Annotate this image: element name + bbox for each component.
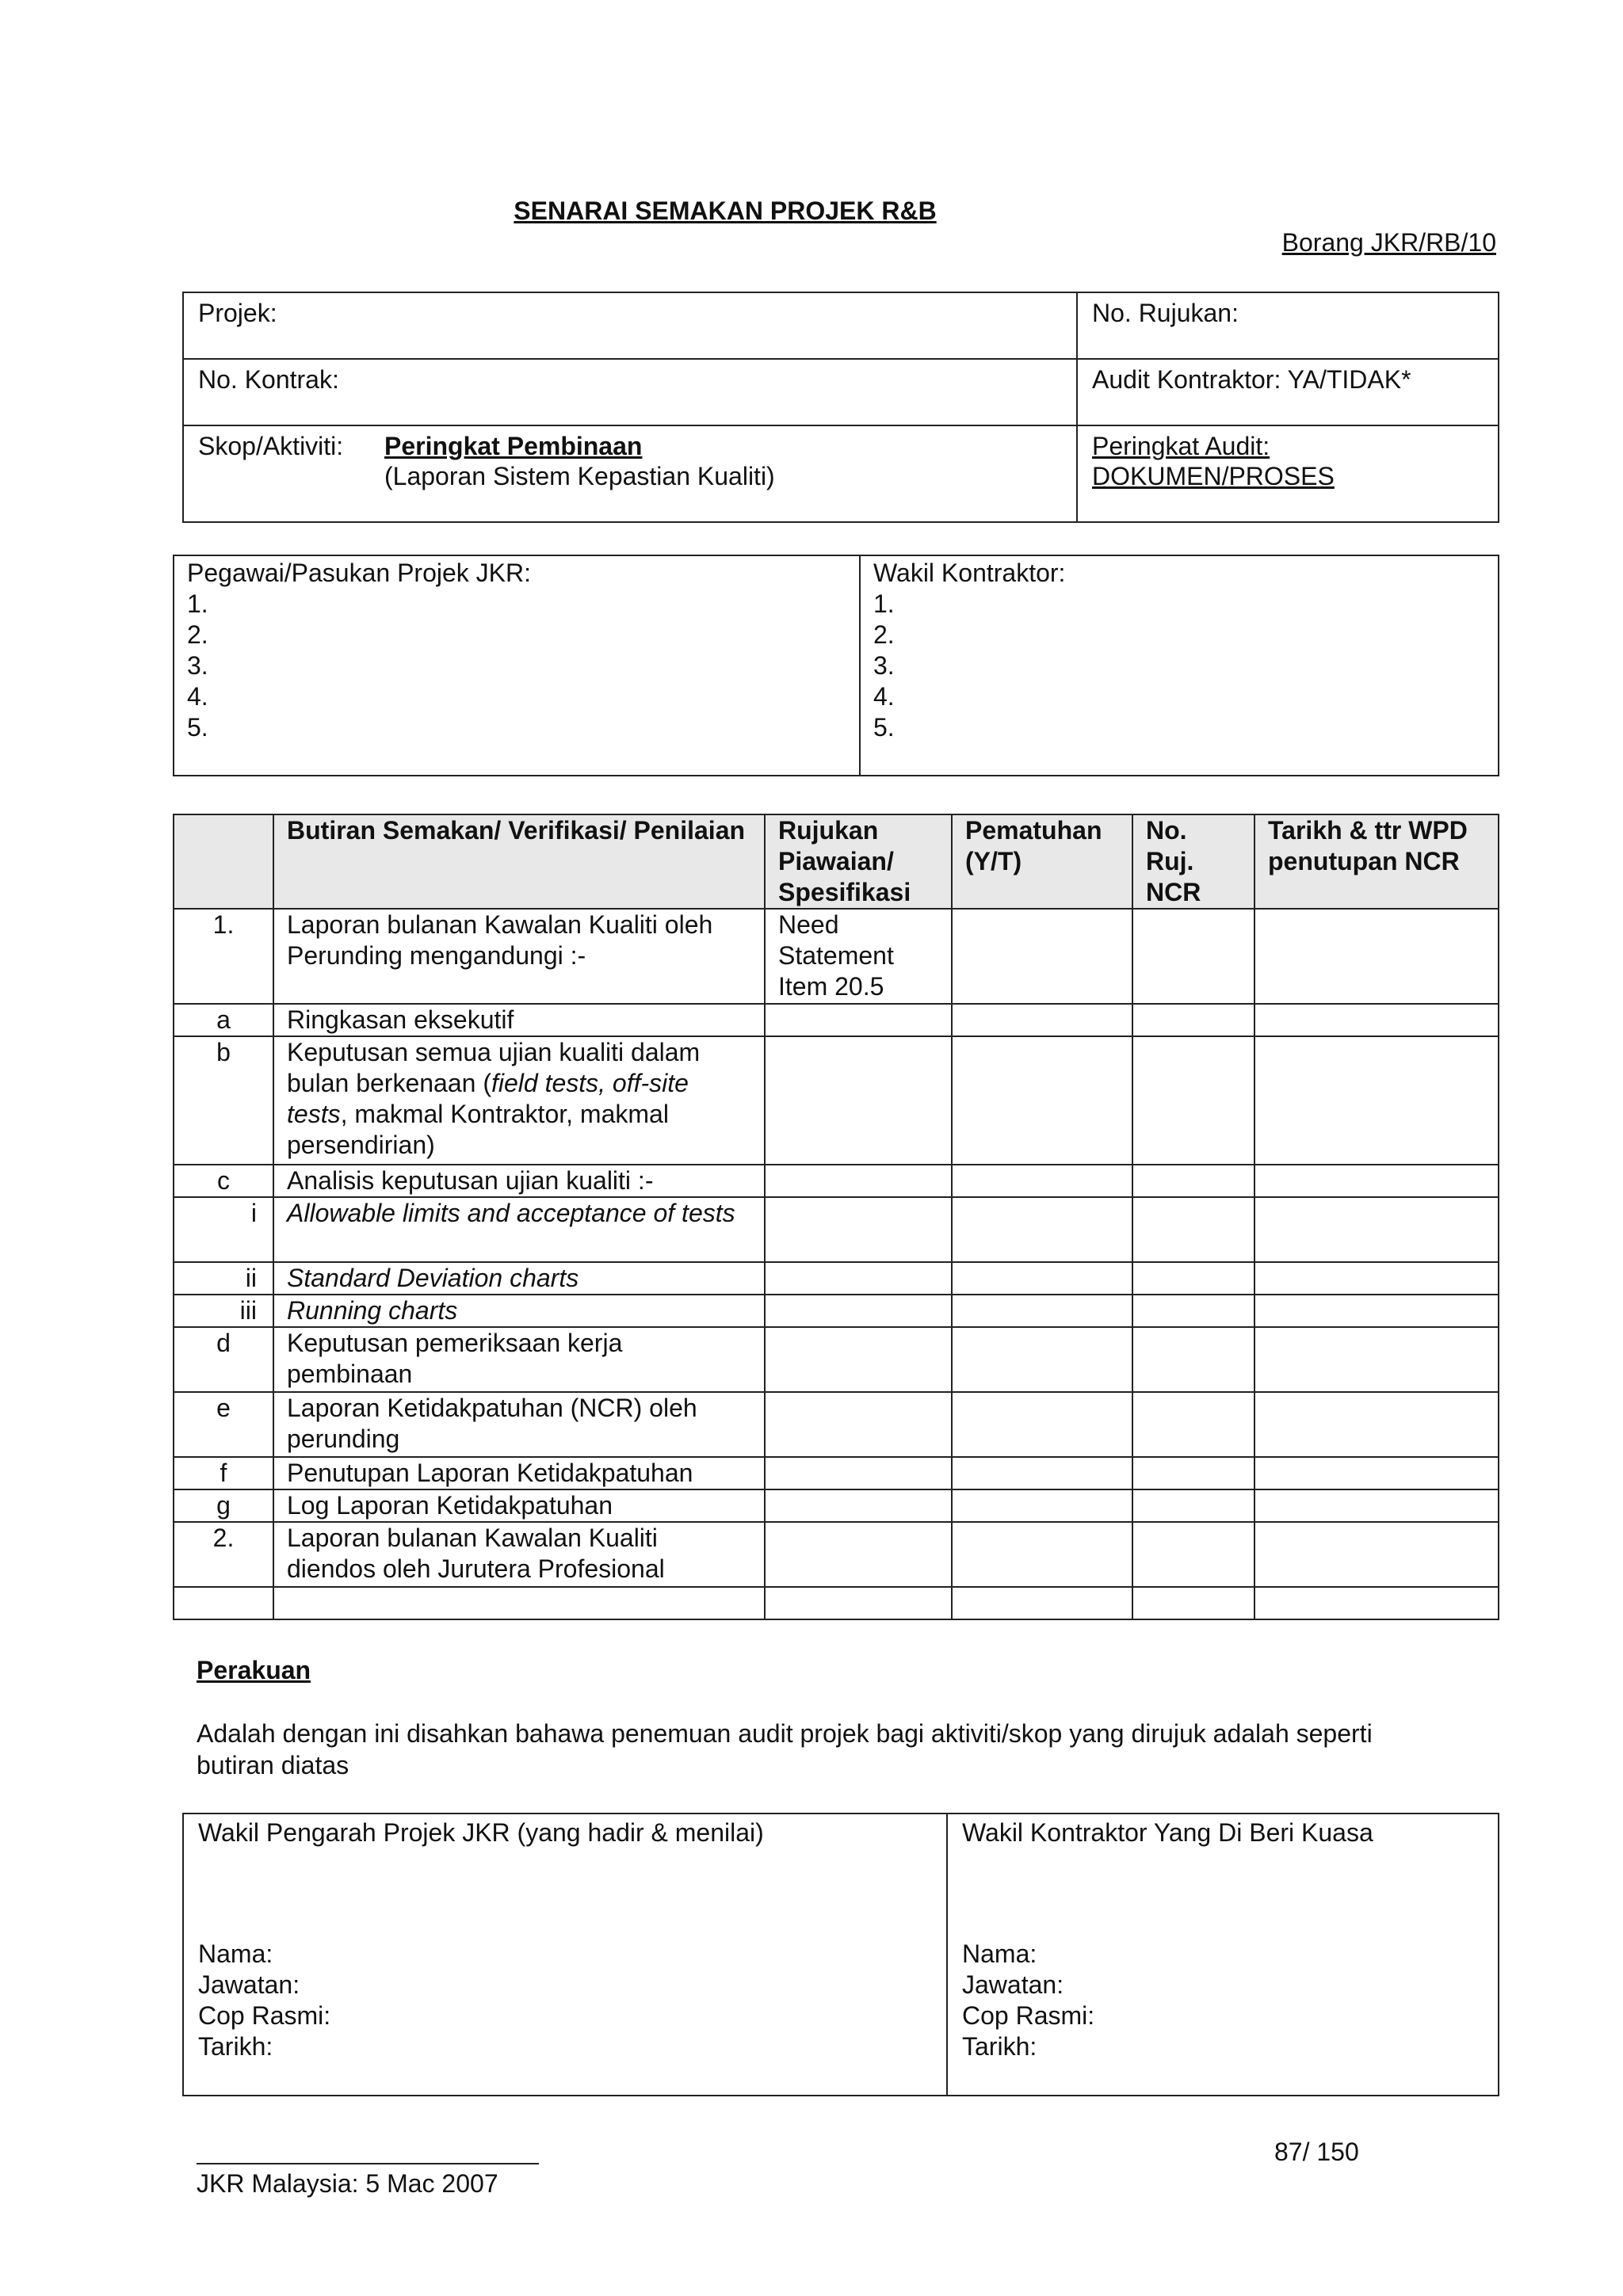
tarikh-field: Tarikh: [962, 2032, 1037, 2061]
list-item: 1. [187, 589, 208, 618]
tarikh-cell[interactable] [1254, 1489, 1499, 1522]
ncr-cell[interactable] [1132, 1489, 1254, 1522]
row-item: Analisis keputusan ujian kualiti :- [273, 1165, 765, 1197]
pematuhan-cell[interactable] [952, 1327, 1132, 1392]
pematuhan-cell[interactable] [952, 1522, 1132, 1587]
jawatan-field: Jawatan: [198, 1970, 300, 1999]
pematuhan-cell[interactable] [952, 1036, 1132, 1165]
jkr-signature-cell[interactable] [183, 1814, 947, 2096]
perakuan-title: Perakuan [197, 1656, 311, 1684]
tarikh-cell[interactable] [1254, 1457, 1499, 1489]
row-ref [765, 1004, 952, 1036]
row-ref [765, 1165, 952, 1197]
row-ref [765, 1295, 952, 1327]
table-row [174, 1457, 1499, 1489]
peringkat-audit-cell [1077, 425, 1499, 522]
row-no: g [174, 1489, 273, 1522]
header-pematuhan: Pematuhan (Y/T) [952, 814, 1132, 909]
table-row [174, 1036, 1499, 1165]
tarikh-cell[interactable] [1254, 1165, 1499, 1197]
row-ref [765, 1522, 952, 1587]
row-item[interactable] [273, 1587, 765, 1619]
ncr-cell[interactable] [1132, 1522, 1254, 1587]
skop-sub: (Laporan Sistem Kepastian Kualiti) [384, 462, 775, 490]
row-item: Penutupan Laporan Ketidakpatuhan [273, 1457, 765, 1489]
pematuhan-cell[interactable] [952, 1489, 1132, 1522]
table-row [174, 1197, 1499, 1262]
pematuhan-cell[interactable] [952, 1004, 1132, 1036]
header-no [174, 814, 273, 909]
peringkat-audit-label: Peringkat Audit: [1092, 432, 1270, 460]
skop-value: Peringkat Pembinaan [384, 432, 643, 460]
cop-rasmi-field: Cop Rasmi: [962, 2001, 1095, 2030]
list-item: 5. [873, 713, 895, 742]
ncr-cell[interactable] [1132, 1036, 1254, 1165]
pematuhan-cell[interactable] [952, 1197, 1132, 1262]
row-item: Laporan bulanan Kawalan Kualiti oleh Perunding mengandungi :- [273, 909, 765, 1004]
table-row [174, 1165, 1499, 1197]
form-code: Borang JKR/RB/10 [1281, 228, 1496, 257]
ncr-cell[interactable] [1132, 1197, 1254, 1262]
row-no: d [174, 1327, 273, 1392]
ncr-cell[interactable] [1132, 1457, 1254, 1489]
row-item: Keputusan pemeriksaan kerja pembinaan [273, 1327, 765, 1392]
pematuhan-cell[interactable] [952, 1392, 1132, 1457]
nama-field: Nama: [198, 1939, 273, 1968]
no-kontrak-field[interactable]: No. Kontrak: [183, 359, 1077, 425]
ncr-cell[interactable] [1132, 1165, 1254, 1197]
row-item: Keputusan semua ujian kualiti dalam bulan berkenaan (field tests, off-site tests, makmal Kontraktor, makmal persendirian) [273, 1036, 765, 1165]
table-row [174, 1295, 1499, 1327]
row-no: e [174, 1392, 273, 1457]
row-no: b [174, 1036, 273, 1165]
signature-table [182, 1813, 1499, 2096]
row-ref [765, 1457, 952, 1489]
checklist-table [173, 814, 1499, 1620]
form-title: SENARAI SEMAKAN PROJEK R&B [514, 196, 937, 225]
header-rujukan: Rujukan Piawaian/ Spesifikasi [765, 814, 952, 909]
row-no: f [174, 1457, 273, 1489]
skop-label: Skop/Aktiviti: [198, 432, 344, 460]
list-item: 2. [187, 620, 208, 649]
tarikh-cell[interactable] [1254, 1036, 1499, 1165]
row-item: Laporan bulanan Kawalan Kualiti diendos oleh Jurutera Profesional [273, 1522, 765, 1587]
jkr-team-title: Pegawai/Pasukan Projek JKR: [187, 559, 531, 587]
pematuhan-cell[interactable] [952, 1165, 1132, 1197]
peringkat-audit-value: DOKUMEN/PROSES [1092, 462, 1335, 490]
cop-rasmi-field: Cop Rasmi: [198, 2001, 331, 2030]
table-row [174, 1262, 1499, 1295]
row-item: Log Laporan Ketidakpatuhan [273, 1489, 765, 1522]
tarikh-cell[interactable] [1254, 1522, 1499, 1587]
list-item: 5. [187, 713, 208, 742]
tarikh-cell[interactable] [1254, 1327, 1499, 1392]
tarikh-cell[interactable] [1254, 1295, 1499, 1327]
row-ref[interactable] [765, 1587, 952, 1619]
jkr-signature-title: Wakil Pengarah Projek JKR (yang hadir & menilai) [198, 1818, 764, 1847]
tarikh-cell[interactable] [1254, 1587, 1499, 1619]
header-tarikh: Tarikh & ttr WPD penutupan NCR [1254, 814, 1499, 909]
pematuhan-cell[interactable] [952, 909, 1132, 1004]
row-no: iii [174, 1295, 273, 1327]
list-item: 1. [873, 589, 895, 618]
skop-aktiviti-cell [183, 425, 1077, 522]
row-no: i [174, 1197, 273, 1262]
jkr-team-cell[interactable] [174, 555, 860, 776]
table-row [174, 909, 1499, 1004]
row-item: Standard Deviation charts [273, 1262, 765, 1295]
kontraktor-team-title: Wakil Kontraktor: [873, 559, 1066, 587]
row-item: Running charts [273, 1295, 765, 1327]
tarikh-cell[interactable] [1254, 1392, 1499, 1457]
project-info-table [182, 292, 1499, 523]
row-ref [765, 1197, 952, 1262]
row-no: c [174, 1165, 273, 1197]
tarikh-cell[interactable] [1254, 1262, 1499, 1295]
footer-divider [197, 2163, 539, 2164]
table-row [174, 1327, 1499, 1392]
ncr-cell[interactable] [1132, 1587, 1254, 1619]
ncr-cell[interactable] [1132, 1004, 1254, 1036]
projek-field[interactable]: Projek: [183, 292, 1077, 359]
no-rujukan-field[interactable]: No. Rujukan: [1077, 292, 1499, 359]
pematuhan-cell[interactable] [952, 1587, 1132, 1619]
row-ref [765, 1327, 952, 1392]
pematuhan-cell[interactable] [952, 1262, 1132, 1295]
tarikh-cell[interactable] [1254, 909, 1499, 1004]
list-item: 2. [873, 620, 895, 649]
table-row [174, 1489, 1499, 1522]
pematuhan-cell[interactable] [952, 1457, 1132, 1489]
table-row [174, 1004, 1499, 1036]
row-ref [765, 1489, 952, 1522]
row-ref: Need Statement Item 20.5 [765, 909, 952, 1004]
nama-field: Nama: [962, 1939, 1037, 1968]
tarikh-cell[interactable] [1254, 1004, 1499, 1036]
kontraktor-signature-title: Wakil Kontraktor Yang Di Beri Kuasa [962, 1818, 1373, 1847]
table-row [174, 1392, 1499, 1457]
row-ref [765, 1392, 952, 1457]
ncr-cell[interactable] [1132, 1392, 1254, 1457]
perakuan-statement: Adalah dengan ini disahkan bahawa penemuan audit projek bagi aktiviti/skop yang dirujuk adalah seperti butiran diatas [197, 1719, 1373, 1779]
table-row [174, 1587, 1499, 1619]
footer-text: JKR Malaysia: 5 Mac 2007 [197, 2169, 498, 2198]
row-no: a [174, 1004, 273, 1036]
page-number: 87/ 150 [1274, 2138, 1359, 2166]
tarikh-field: Tarikh: [198, 2032, 273, 2061]
list-item: 3. [187, 651, 208, 680]
ncr-cell[interactable] [1132, 909, 1254, 1004]
row-ref [765, 1262, 952, 1295]
ncr-cell[interactable] [1132, 1295, 1254, 1327]
header-item: Butiran Semakan/ Verifikasi/ Penilaian [273, 814, 765, 909]
ncr-cell[interactable] [1132, 1262, 1254, 1295]
kontraktor-signature-cell[interactable] [947, 1814, 1499, 2096]
header-ncr: No. Ruj. NCR [1132, 814, 1254, 909]
kontraktor-team-cell[interactable] [860, 555, 1499, 776]
ncr-cell[interactable] [1132, 1327, 1254, 1392]
row-item: Allowable limits and acceptance of tests [273, 1197, 765, 1262]
team-table [173, 555, 1499, 776]
row-item: Ringkasan eksekutif [273, 1004, 765, 1036]
pematuhan-cell[interactable] [952, 1295, 1132, 1327]
table-row [174, 1522, 1499, 1587]
row-no: ii [174, 1262, 273, 1295]
tarikh-cell[interactable] [1254, 1197, 1499, 1262]
list-item: 3. [873, 651, 895, 680]
row-no [174, 1587, 273, 1619]
list-item: 4. [873, 682, 895, 711]
row-no: 2. [174, 1522, 273, 1587]
list-item: 4. [187, 682, 208, 711]
row-no: 1. [174, 909, 273, 1004]
jawatan-field: Jawatan: [962, 1970, 1064, 1999]
audit-kontraktor-field[interactable]: Audit Kontraktor: YA/TIDAK* [1077, 359, 1499, 425]
row-ref [765, 1036, 952, 1165]
row-item: Laporan Ketidakpatuhan (NCR) oleh perunding [273, 1392, 765, 1457]
